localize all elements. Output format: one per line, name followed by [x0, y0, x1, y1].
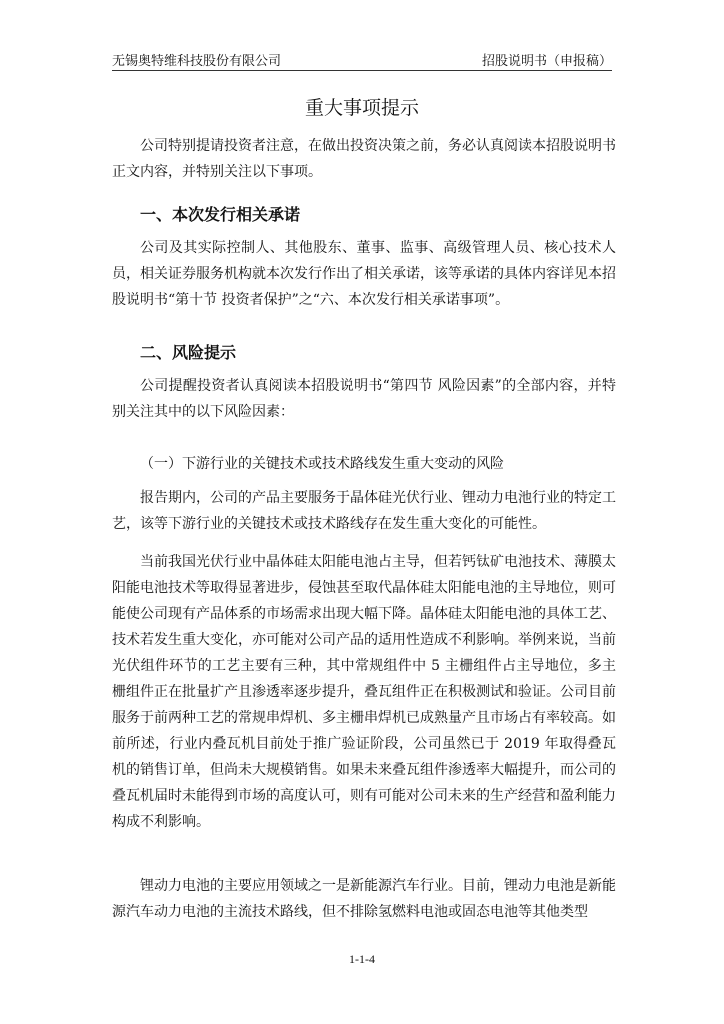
page-title: 重大事项提示	[304, 97, 419, 119]
subsection1-paragraph-2: 当前我国光伏行业中晶体硅太阳能电池占主导，但若钙钛矿电池技术、薄膜太阳能电池技术等取得显著进步，侵蚀甚至取代晶体硅太阳能电池的主导地位，则可能使公司现有产品体系的市场需求出现大幅下降。晶体硅太阳能电池的具体工艺、技术若发生重大变化，亦可能对公司产品的适用性造成不利影响。举例来说，当前光伏组件环节的工艺主要有三种，其中常规组件中 5 主栅组件占主导地位，多主栅组件正在批量扩产且渗透率逐步提升，叠瓦组件正在积极测试和验证。公司目前服务于前两种工艺的常规串焊机、多主栅串焊机已成熟量产且市场占有率较高。如前所述，行业内叠瓦机目前处于推广验证阶段，公司虽然已于 2019 年取得叠瓦机的销售订单，但尚未大规模销售。如果未来叠瓦组件渗透率大幅提升，而公司的叠瓦机届时未能得到市场的高度认可，则有可能对公司未来的生产经营和盈利能力构成不利影响。	[112, 554, 616, 830]
header-doc-type: 招股说明书（申报稿）	[481, 54, 612, 69]
intro-paragraph: 公司特别提请投资者注意，在做出投资决策之前，务必认真阅读本招股说明书正文内容，并特别关注以下事项。	[112, 138, 616, 180]
section2-heading: 二、风险提示	[140, 343, 237, 362]
subsection1-heading: （一）下游行业的关键技术或技术路线发生重大变动的风险	[140, 456, 504, 472]
page-header	[112, 48, 612, 71]
section1-body: 公司及其实际控制人、其他股东、董事、监事、高级管理人员、核心技术人员，相关证券服务机构就本次发行作出了相关承诺，该等承诺的具体内容详见本招股说明书“第十节 投资者保护”之“六、本次发行相关承诺事项”。	[112, 240, 616, 308]
section1-heading: 一、本次发行相关承诺	[140, 205, 301, 224]
section2-body: 公司提醒投资者认真阅读本招股说明书“第四节 风险因素”的全部内容，并特别关注其中的以下风险因素：	[112, 378, 616, 420]
page-number: 1-1-4	[349, 952, 375, 966]
header-company: 无锡奥特维科技股份有限公司	[112, 54, 282, 69]
subsection1-paragraph-3: 锂动力电池的主要应用领域之一是新能源汽车行业。目前，锂动力电池是新能源汽车动力电池的主流技术路线，但不排除氢燃料电池或固态电池等其他类型	[112, 878, 616, 920]
subsection1-paragraph-1: 报告期内，公司的产品主要服务于晶体硅光伏行业、锂动力电池行业的特定工艺，该等下游行业的关键技术或技术路线存在发生重大变化的可能性。	[112, 490, 616, 532]
